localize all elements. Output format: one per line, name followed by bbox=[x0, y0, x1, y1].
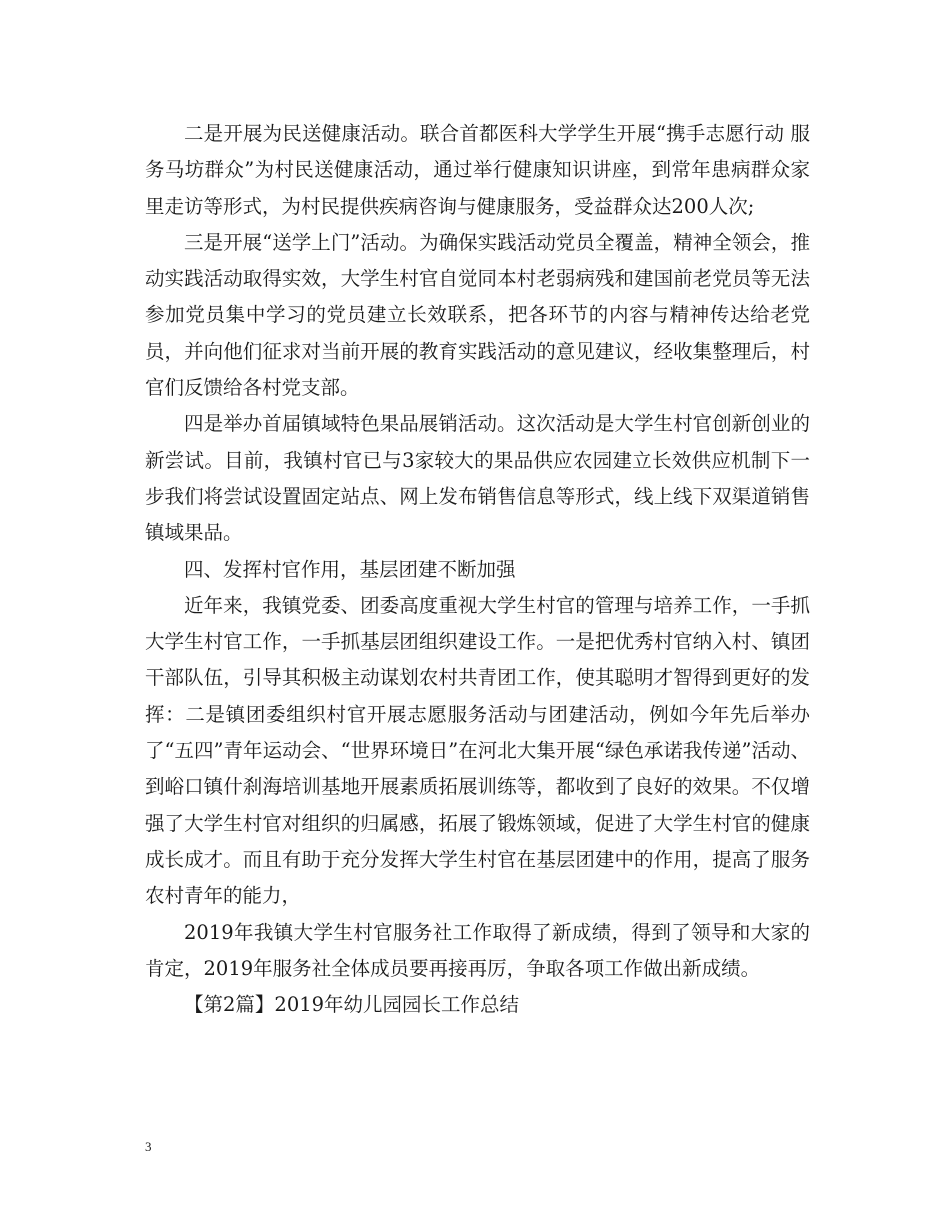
paragraph-fruit-fair: 四是举办首届镇域特色果品展销活动。这次活动是大学生村官创新创业的新尝试。目前，我镇村官已与3家较大的果品供应农园建立长效供应机制下一步我们将尝试设置固定站点、网上发布销售信息等形式，线上线下双渠道销售镇域果品。 bbox=[145, 412, 810, 545]
paragraph-conclusion: 2019年我镇大学生村官服务社工作取得了新成绩，得到了领导和大家的肯定，2019年服务社全体成员要再接再厉，争取各项工作做出新成绩。 bbox=[145, 920, 810, 980]
paragraph-health-activity: 二是开展为民送健康活动。联合首都医科大学学生开展“携手志愿行动 服务马坊群众”为村民送健康活动，通过举行健康知识讲座，到常年患病群众家里走访等形式，为村民提供疾病咨询与健康服务，受益群众达200人次; bbox=[145, 122, 810, 218]
paragraph-study-delivery: 三是开展“送学上门”活动。为确保实践活动党员全覆盖，精神全领会，推动实践活动取得实效，大学生村官自觉同本村老弱病残和建国前老党员等无法参加党员集中学习的党员建立长效联系，把各环节的内容与精神传达给老党员，并向他们征求对当前开展的教育实践活动的意见建议，经收集整理后，村官们反馈给各村党支部。 bbox=[145, 230, 810, 400]
page-number: 3 bbox=[145, 1139, 152, 1154]
paragraph-league-building: 近年来，我镇党委、团委高度重视大学生村官的管理与培养工作，一手抓大学生村官工作，一手抓基层团组织建设工作。一是把优秀村官纳入村、镇团干部队伍，引导其积极主动谋划农村共青团工作，使其聪明才智得到更好的发挥：二是镇团委组织村官开展志愿服务活动与团建活动，例如今年先后举办了“五四”青年运动会、“世界环境日”在河北大集开展“绿色承诺我传递”活动、到峪口镇什刹海培训基地开展素质拓展训练等，都收到了良好的效果。不仅增强了大学生村官对组织的归属感，拓展了锻炼领域，促进了大学生村官的健康成长成才。而且有助于充分发挥大学生村官在基层团建中的作用，提高了服务农村青年的能力， bbox=[145, 593, 810, 908]
section-heading-league-building: 四、发挥村官作用，基层团建不断加强 bbox=[184, 557, 516, 581]
document-body bbox=[145, 116, 810, 1023]
next-article-title: 【第2篇】2019年幼儿园园长工作总结 bbox=[184, 993, 520, 1017]
